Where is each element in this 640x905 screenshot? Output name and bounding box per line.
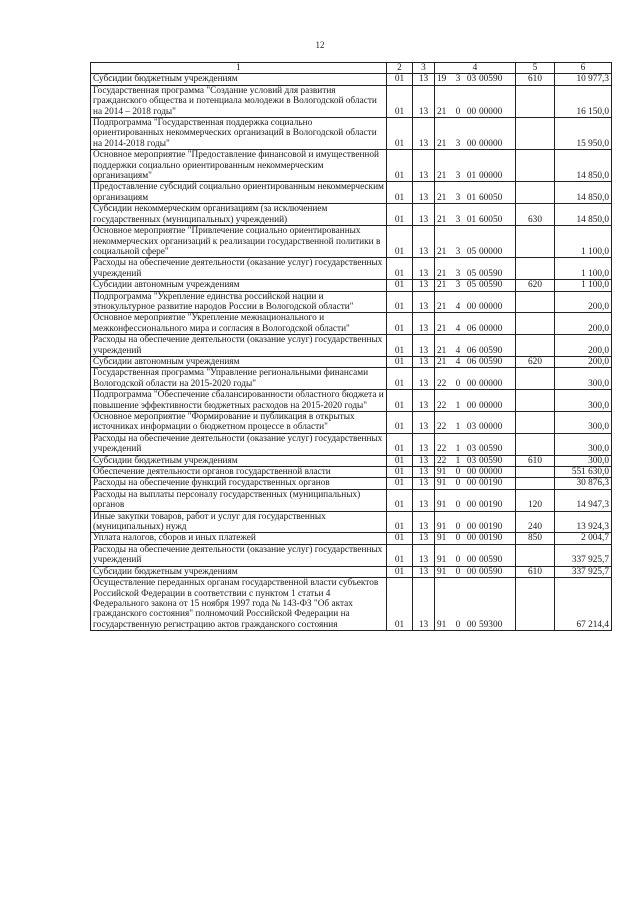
row-section: 01 xyxy=(387,258,413,280)
row-section: 01 xyxy=(387,85,413,117)
row-expense-type xyxy=(516,150,555,182)
row-subsection: 13 xyxy=(413,390,435,412)
row-section: 01 xyxy=(387,489,413,511)
row-subsection: 13 xyxy=(413,489,435,511)
table-row xyxy=(91,313,612,335)
row-target-code xyxy=(435,433,516,455)
table-row xyxy=(91,489,612,511)
table-row xyxy=(91,118,612,150)
row-section: 01 xyxy=(387,412,413,434)
row-target-code xyxy=(435,566,516,577)
table-row xyxy=(91,578,612,631)
row-amount: 1 100,0 xyxy=(555,280,612,291)
row-name: Расходы на обеспечение деятельности (оказание услуг) государственных учреждений xyxy=(91,335,387,357)
target-code-part: 01 xyxy=(466,171,477,182)
target-code-part: 0 xyxy=(455,566,461,577)
target-code-part: 59300 xyxy=(479,619,503,630)
target-code-part: 3 xyxy=(455,246,461,257)
row-section: 01 xyxy=(387,356,413,367)
table-row xyxy=(91,258,612,280)
row-name: Основное мероприятие "Укрепление межнационального и межконфессионального мира и согласия в Вологодской области" xyxy=(91,313,387,335)
row-expense-type xyxy=(516,118,555,150)
row-target-code xyxy=(435,74,516,85)
row-section: 01 xyxy=(387,511,413,533)
target-code-part: 91 xyxy=(437,500,447,511)
row-subsection: 13 xyxy=(413,566,435,577)
table-row xyxy=(91,390,612,412)
target-code-part: 03 xyxy=(466,422,477,433)
row-target-code xyxy=(435,356,516,367)
row-name: Осуществление переданных органам государственной власти субъектов Российской Федерации в соответствии с пунктом 1 статьи 4 Федерального закона от 15 ноября 1997 года № 143-ФЗ "Об актах гражданского состояния" полномочий Российской Федерации на государственную регистрацию актов гражданского состояния xyxy=(91,578,387,631)
row-section: 01 xyxy=(387,533,413,544)
target-code-part: 00590 xyxy=(479,356,503,367)
row-amount: 300,0 xyxy=(555,390,612,412)
target-code-part: 91 xyxy=(437,533,447,544)
row-section: 01 xyxy=(387,433,413,455)
row-target-code xyxy=(435,182,516,204)
row-amount: 551 630,0 xyxy=(555,467,612,478)
row-expense-type xyxy=(516,368,555,390)
row-section: 01 xyxy=(387,226,413,258)
row-section: 01 xyxy=(387,455,413,466)
target-code-part: 00000 xyxy=(479,323,503,334)
row-amount: 200,0 xyxy=(555,356,612,367)
target-code-part: 4 xyxy=(455,356,461,367)
row-section: 01 xyxy=(387,335,413,357)
table-row xyxy=(91,533,612,544)
target-code-part: 00 xyxy=(466,400,477,411)
row-expense-type xyxy=(516,390,555,412)
target-code-part: 00190 xyxy=(479,500,503,511)
target-code-part: 21 xyxy=(437,268,447,279)
row-expense-type xyxy=(516,467,555,478)
row-name: Основное мероприятие "Формирование и публикация в открытых источниках информации о бюджетном процессе в области" xyxy=(91,412,387,434)
row-subsection: 13 xyxy=(413,150,435,182)
target-code-part: 00 xyxy=(466,533,477,544)
target-code-part: 3 xyxy=(455,192,461,203)
row-amount: 16 150,0 xyxy=(555,85,612,117)
row-expense-type xyxy=(516,85,555,117)
row-subsection: 13 xyxy=(413,313,435,335)
row-section: 01 xyxy=(387,578,413,631)
target-code-part: 91 xyxy=(437,522,447,533)
target-code-part: 3 xyxy=(455,138,461,149)
row-amount: 337 925,7 xyxy=(555,566,612,577)
row-target-code xyxy=(435,412,516,434)
target-code-part: 0 xyxy=(455,533,461,544)
table-row xyxy=(91,566,612,577)
target-code-part: 00 xyxy=(466,555,477,566)
target-code-part: 91 xyxy=(437,619,447,630)
row-name: Субсидии автономным учреждениям xyxy=(91,280,387,291)
row-target-code xyxy=(435,544,516,566)
row-subsection: 13 xyxy=(413,291,435,313)
row-target-code xyxy=(435,533,516,544)
table-row xyxy=(91,280,612,291)
target-code-part: 21 xyxy=(437,345,447,356)
table-row xyxy=(91,335,612,357)
target-code-part: 22 xyxy=(437,422,447,433)
target-code-part: 21 xyxy=(437,138,447,149)
row-subsection: 13 xyxy=(413,433,435,455)
target-code-part: 00000 xyxy=(479,400,503,411)
target-code-part: 00590 xyxy=(479,268,503,279)
target-code-part: 05 xyxy=(466,280,477,291)
target-code-part: 4 xyxy=(455,323,461,334)
target-code-part: 60050 xyxy=(479,192,503,203)
row-expense-type xyxy=(516,335,555,357)
row-name: Субсидии бюджетным учреждениям xyxy=(91,455,387,466)
row-target-code xyxy=(435,390,516,412)
row-name: Государственная программа "Создание условий для развития гражданского общества и потенциала молодежи в Вологодской области на 2014 – 2018 годы" xyxy=(91,85,387,117)
table-row xyxy=(91,226,612,258)
row-target-code xyxy=(435,226,516,258)
row-section: 01 xyxy=(387,204,413,226)
row-subsection: 13 xyxy=(413,544,435,566)
target-code-part: 03 xyxy=(466,444,477,455)
row-target-code xyxy=(435,489,516,511)
target-code-part: 91 xyxy=(437,566,447,577)
target-code-part: 00000 xyxy=(479,301,503,312)
target-code-part: 00 xyxy=(466,467,477,478)
target-code-part: 21 xyxy=(437,301,447,312)
row-name: Подпрограмма "Укрепление единства российской нации и этнокультурное развитие народов России в Вологодской области" xyxy=(91,291,387,313)
row-name: Обеспечение деятельности органов государственной власти xyxy=(91,467,387,478)
row-amount: 200,0 xyxy=(555,335,612,357)
row-amount: 1 100,0 xyxy=(555,258,612,280)
target-code-part: 0 xyxy=(455,522,461,533)
row-name: Предоставление субсидий социально ориентированным некоммерческим организациям xyxy=(91,182,387,204)
row-amount: 300,0 xyxy=(555,368,612,390)
row-section: 01 xyxy=(387,566,413,577)
row-section: 01 xyxy=(387,390,413,412)
row-target-code xyxy=(435,368,516,390)
row-name: Субсидии бюджетным учреждениям xyxy=(91,74,387,85)
target-code-part: 3 xyxy=(455,214,461,225)
target-code-part: 3 xyxy=(455,280,461,291)
table-row xyxy=(91,478,612,489)
row-amount: 1 100,0 xyxy=(555,226,612,258)
target-code-part: 00190 xyxy=(479,533,503,544)
row-name: Основное мероприятие "Привлечение социально ориентированных некоммерческих организаций к реализации государственной политики в социальной сфере" xyxy=(91,226,387,258)
row-subsection: 13 xyxy=(413,204,435,226)
target-code-part: 0 xyxy=(455,500,461,511)
row-target-code xyxy=(435,467,516,478)
row-subsection: 13 xyxy=(413,455,435,466)
target-code-part: 00 xyxy=(466,500,477,511)
row-name: Расходы на выплаты персоналу государственных (муниципальных) органов xyxy=(91,489,387,511)
target-code-part: 00590 xyxy=(479,566,503,577)
target-code-part: 3 xyxy=(455,74,461,85)
row-amount: 10 977,3 xyxy=(555,74,612,85)
target-code-part: 0 xyxy=(455,478,461,489)
target-code-part: 22 xyxy=(437,444,447,455)
row-name: Иные закупки товаров, работ и услуг для государственных (муниципальных) нужд xyxy=(91,511,387,533)
row-expense-type: 630 xyxy=(516,204,555,226)
target-code-part: 00000 xyxy=(479,246,503,257)
row-amount: 337 925,7 xyxy=(555,544,612,566)
target-code-part: 00590 xyxy=(479,345,503,356)
row-expense-type xyxy=(516,412,555,434)
row-name: Уплата налогов, сборов и иных платежей xyxy=(91,533,387,544)
target-code-part: 00590 xyxy=(479,444,503,455)
target-code-part: 00 xyxy=(466,301,477,312)
row-target-code xyxy=(435,280,516,291)
target-code-part: 1 xyxy=(455,400,461,411)
row-expense-type xyxy=(516,226,555,258)
row-expense-type: 120 xyxy=(516,489,555,511)
target-code-part: 00 xyxy=(466,478,477,489)
row-expense-type xyxy=(516,182,555,204)
target-code-part: 91 xyxy=(437,555,447,566)
table-row xyxy=(91,204,612,226)
target-code-part: 00190 xyxy=(479,478,503,489)
target-code-part: 22 xyxy=(437,455,447,466)
row-section: 01 xyxy=(387,368,413,390)
row-expense-type xyxy=(516,478,555,489)
row-section: 01 xyxy=(387,182,413,204)
target-code-part: 21 xyxy=(437,214,447,225)
target-code-part: 91 xyxy=(437,478,447,489)
target-code-part: 00 xyxy=(466,378,477,389)
target-code-part: 22 xyxy=(437,400,447,411)
row-expense-type xyxy=(516,578,555,631)
row-expense-type xyxy=(516,291,555,313)
row-expense-type xyxy=(516,433,555,455)
target-code-part: 00590 xyxy=(479,455,503,466)
row-subsection: 13 xyxy=(413,467,435,478)
row-section: 01 xyxy=(387,291,413,313)
target-code-part: 01 xyxy=(466,192,477,203)
row-amount: 300,0 xyxy=(555,455,612,466)
row-subsection: 13 xyxy=(413,85,435,117)
table-header-row xyxy=(91,63,612,74)
target-code-part: 21 xyxy=(437,106,447,117)
row-section: 01 xyxy=(387,544,413,566)
target-code-part: 03 xyxy=(466,74,477,85)
target-code-part: 05 xyxy=(466,268,477,279)
row-target-code xyxy=(435,335,516,357)
row-amount: 67 214,4 xyxy=(555,578,612,631)
target-code-part: 00000 xyxy=(479,106,503,117)
row-subsection: 13 xyxy=(413,280,435,291)
row-amount: 200,0 xyxy=(555,291,612,313)
target-code-part: 19 xyxy=(437,74,447,85)
row-expense-type: 850 xyxy=(516,533,555,544)
row-section: 01 xyxy=(387,280,413,291)
table-row xyxy=(91,182,612,204)
target-code-part: 06 xyxy=(466,323,477,334)
row-amount: 13 924,3 xyxy=(555,511,612,533)
target-code-part: 00000 xyxy=(479,171,503,182)
header-cell: 1 xyxy=(91,63,387,74)
row-target-code xyxy=(435,478,516,489)
target-code-part: 3 xyxy=(455,171,461,182)
row-subsection: 13 xyxy=(413,226,435,258)
target-code-part: 00590 xyxy=(479,280,503,291)
row-target-code xyxy=(435,118,516,150)
target-code-part: 05 xyxy=(466,246,477,257)
row-subsection: 13 xyxy=(413,478,435,489)
row-amount: 14 850,0 xyxy=(555,204,612,226)
row-subsection: 13 xyxy=(413,118,435,150)
row-expense-type xyxy=(516,544,555,566)
row-expense-type xyxy=(516,258,555,280)
row-subsection: 13 xyxy=(413,578,435,631)
table-row xyxy=(91,412,612,434)
row-target-code xyxy=(435,511,516,533)
target-code-part: 00590 xyxy=(479,555,503,566)
target-code-part: 60050 xyxy=(479,214,503,225)
row-section: 01 xyxy=(387,467,413,478)
header-cell: 6 xyxy=(555,63,612,74)
target-code-part: 4 xyxy=(455,345,461,356)
row-expense-type xyxy=(516,313,555,335)
row-subsection: 13 xyxy=(413,356,435,367)
target-code-part: 0 xyxy=(455,378,461,389)
table-row xyxy=(91,433,612,455)
row-amount: 15 950,0 xyxy=(555,118,612,150)
row-section: 01 xyxy=(387,150,413,182)
target-code-part: 1 xyxy=(455,455,461,466)
target-code-part: 22 xyxy=(437,378,447,389)
row-target-code xyxy=(435,204,516,226)
row-expense-type: 610 xyxy=(516,455,555,466)
row-subsection: 13 xyxy=(413,258,435,280)
row-name: Подпрограмма "Обеспечение сбалансированности областного бюджета и повышение эффективности бюджетных расходов на 2015-2020 годы" xyxy=(91,390,387,412)
row-amount: 300,0 xyxy=(555,412,612,434)
row-name: Государственная программа "Управление региональными финансами Вологодской области на 2015-2020 годы" xyxy=(91,368,387,390)
row-expense-type: 610 xyxy=(516,566,555,577)
target-code-part: 0 xyxy=(455,619,461,630)
row-target-code xyxy=(435,313,516,335)
target-code-part: 00 xyxy=(466,106,477,117)
target-code-part: 00000 xyxy=(479,422,503,433)
table-row xyxy=(91,511,612,533)
table-row xyxy=(91,85,612,117)
target-code-part: 21 xyxy=(437,356,447,367)
row-section: 01 xyxy=(387,313,413,335)
header-cell: 3 xyxy=(413,63,435,74)
target-code-part: 0 xyxy=(455,555,461,566)
target-code-part: 00000 xyxy=(479,378,503,389)
row-target-code xyxy=(435,455,516,466)
row-expense-type: 620 xyxy=(516,356,555,367)
header-cell: 4 xyxy=(435,63,516,74)
row-target-code xyxy=(435,150,516,182)
table-row xyxy=(91,544,612,566)
table-row xyxy=(91,455,612,466)
target-code-part: 01 xyxy=(466,214,477,225)
target-code-part: 00590 xyxy=(479,74,503,85)
target-code-part: 1 xyxy=(455,444,461,455)
target-code-part: 21 xyxy=(437,192,447,203)
target-code-part: 06 xyxy=(466,356,477,367)
table-row xyxy=(91,150,612,182)
row-name: Субсидии некоммерческим организациям (за исключением государственных (муниципальных) учреждений) xyxy=(91,204,387,226)
row-subsection: 13 xyxy=(413,511,435,533)
row-expense-type: 620 xyxy=(516,280,555,291)
header-cell: 5 xyxy=(516,63,555,74)
row-name: Основное мероприятие "Предоставление финансовой и имущественной поддержки социально ориентированным некоммерческим организациям" xyxy=(91,150,387,182)
table-row xyxy=(91,74,612,85)
budget-table xyxy=(90,62,612,631)
row-subsection: 13 xyxy=(413,368,435,390)
row-subsection: 13 xyxy=(413,74,435,85)
target-code-part: 00 xyxy=(466,619,477,630)
row-name: Субсидии автономным учреждениям xyxy=(91,356,387,367)
target-code-part: 00190 xyxy=(479,522,503,533)
target-code-part: 91 xyxy=(437,467,447,478)
target-code-part: 21 xyxy=(437,323,447,334)
target-code-part: 21 xyxy=(437,280,447,291)
target-code-part: 00 xyxy=(466,566,477,577)
row-amount: 300,0 xyxy=(555,433,612,455)
row-amount: 2 004,7 xyxy=(555,533,612,544)
target-code-part: 06 xyxy=(466,345,477,356)
row-subsection: 13 xyxy=(413,335,435,357)
row-expense-type: 240 xyxy=(516,511,555,533)
row-amount: 30 876,3 xyxy=(555,478,612,489)
row-expense-type: 610 xyxy=(516,74,555,85)
target-code-part: 4 xyxy=(455,301,461,312)
target-code-part: 21 xyxy=(437,171,447,182)
table-row xyxy=(91,356,612,367)
row-name: Расходы на обеспечение деятельности (оказание услуг) государственных учреждений xyxy=(91,258,387,280)
row-name: Расходы на обеспечение деятельности (оказание услуг) государственных учреждений xyxy=(91,544,387,566)
target-code-part: 0 xyxy=(455,106,461,117)
row-section: 01 xyxy=(387,118,413,150)
row-target-code xyxy=(435,578,516,631)
row-amount: 14 947,3 xyxy=(555,489,612,511)
row-name: Подпрограмма "Государственная поддержка социально ориентированных некоммерческих организаций в Вологодской области на 2014-2018 годы" xyxy=(91,118,387,150)
row-section: 01 xyxy=(387,74,413,85)
row-name: Субсидии бюджетным учреждениям xyxy=(91,566,387,577)
row-subsection: 13 xyxy=(413,182,435,204)
table-row xyxy=(91,467,612,478)
target-code-part: 00000 xyxy=(479,138,503,149)
target-code-part: 00000 xyxy=(479,467,503,478)
row-name: Расходы на обеспечение деятельности (оказание услуг) государственных учреждений xyxy=(91,433,387,455)
target-code-part: 1 xyxy=(455,422,461,433)
page-number: 12 xyxy=(315,40,325,50)
row-name: Расходы на обеспечение функций государственных органов xyxy=(91,478,387,489)
row-target-code xyxy=(435,291,516,313)
row-section: 01 xyxy=(387,478,413,489)
row-amount: 14 850,0 xyxy=(555,150,612,182)
target-code-part: 03 xyxy=(466,455,477,466)
table-row xyxy=(91,291,612,313)
row-target-code xyxy=(435,85,516,117)
row-subsection: 13 xyxy=(413,533,435,544)
row-target-code xyxy=(435,258,516,280)
header-cell: 2 xyxy=(387,63,413,74)
row-amount: 200,0 xyxy=(555,313,612,335)
target-code-part: 3 xyxy=(455,268,461,279)
row-subsection: 13 xyxy=(413,412,435,434)
table-row xyxy=(91,368,612,390)
target-code-part: 0 xyxy=(455,467,461,478)
target-code-part: 21 xyxy=(437,246,447,257)
target-code-part: 00 xyxy=(466,522,477,533)
row-amount: 14 850,0 xyxy=(555,182,612,204)
target-code-part: 00 xyxy=(466,138,477,149)
